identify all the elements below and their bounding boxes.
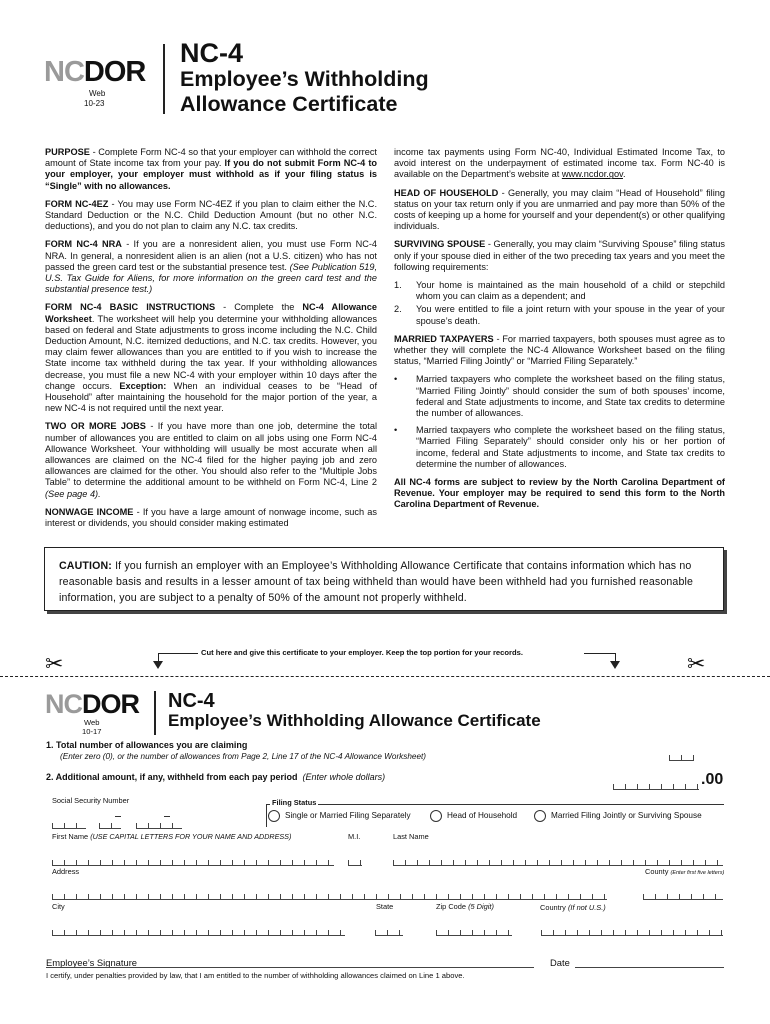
scissors-icon: ✂ [45,651,64,676]
review-text: All NC-4 forms are subject to review by the North Carolina Department of Revenue. Your employer may be required to send this form to the North Carolina Department of Revenue. [394,477,725,510]
mi-label: M.I. [348,832,361,841]
logo-nc: NC [45,689,82,719]
surviving-spouse-paragraph [394,239,725,273]
list-item: • Married taxpayers who complete the worksheet based on the filing status, “Married Filing Jointly” should consider the sum of both spouses’ income, federal and State adjustments to income, and State tax credits to determine the number of allowances. [394,374,725,419]
left-column [45,147,377,536]
first-name-input[interactable] [52,860,334,866]
basic-text3: When an individual ceases to be “Head of Household” after maintaining the household for the major portion of the year, a new NC-4 is not required until the next year. [45,380,377,414]
last-name-input[interactable] [393,860,723,866]
purpose-heading: PURPOSE [45,147,90,157]
list-item: 2. You were entitled to file a joint return with your spouse in the year of your spouse’s death. [394,304,725,326]
basic-bold: NC-4 Allowance Worksheet [45,302,377,324]
nc4ez-heading: FORM NC-4EZ [45,198,109,209]
ssn-input[interactable] [52,823,86,829]
estimated-tax-end: . [622,169,626,180]
header-divider [163,44,165,114]
cut-line [0,676,770,677]
basic-text1: - Complete the [215,302,303,313]
additional-amount-input[interactable] [613,784,699,790]
mi-input[interactable] [348,860,362,866]
ncdor-logo [45,689,139,720]
nra-paragraph [45,239,377,295]
filing-status-single[interactable]: Single or Married Filing Separately [268,810,411,822]
estimated-tax-text: income tax payments using Form NC-40, Individual Estimated Income Tax, to avoid interest on the underpayment of estimated income tax. Form NC-40 is available on the Department’s website at [394,147,725,180]
estimated-tax-paragraph [394,147,725,181]
two-jobs-paragraph [45,421,377,499]
list-item: • Married taxpayers who complete the worksheet based on the filing status, “Married Filing Separately” should consider only his or her portion of income, federal and State adjustments to income, and State tax credits to determine the number of allowances. [394,425,725,469]
line2-label [46,772,385,782]
basic-paragraph [45,302,377,414]
ss-heading: SURVIVING SPOUSE [394,239,486,250]
line1-label: 1. Total number of allowances you are claiming [46,740,248,750]
ssn-label: Social Security Number [52,796,130,805]
state-input[interactable] [375,930,403,936]
signature-label: Employee’s Signature [46,957,138,968]
hoh-heading: HEAD OF HOUSEHOLD [394,187,499,198]
web-label: Web [89,89,106,98]
website-link[interactable]: www.ncdor.gov [561,169,623,180]
right-column [394,147,725,518]
city-input[interactable] [52,930,345,936]
mt-text: - For married taxpayers, both spouses must agree as to whether they will complete the NC-4 Allowance Worksheet based on the filing status, “Married Filing Jointly” or “Married Filing Separately.” [394,333,725,367]
county-label: County (Enter first five letters) [645,867,725,876]
line2-sub: (Enter whole dollars) [302,772,386,782]
arrow-down-icon [153,661,163,669]
cents-label: .00 [701,771,724,788]
list-item: 1. Your home is maintained as the main household of a child or stepchild whom you can claim as a dependent; and [394,280,725,302]
certify-text: I certify, under penalties provided by law, that I am entitled to the number of withholding allowances claimed on Line 1 above. [46,971,465,980]
basic-text2: . The worksheet will help you determine your withholding allowances based on federal and State adjustments to gross income including the N.C. Child Deduction Amount, N.C. itemized deductions, and N.C. tax credits. However, you may claim fewer allowances than you are entitled to if you wish to increase the State income tax withheld during the tax year. If your withholding allowances decrease, you must file a new NC-4 with your employer within 10 days after the change occurs. [45,313,377,391]
married-taxpayers-paragraph [394,334,725,368]
caution-box [44,547,724,611]
mt-heading: MARRIED TAXPAYERS [394,333,494,344]
two-jobs-text: - If you have more than one job, determine the total number of allowances you are entitled to claim on all jobs using one Form NC-4 Allowance Worksheet. Your withholding will usually be most accurate when all allowances are claimed on the NC-4 filed for the higher paying job and zero allowances are claimed for the other. You should also refer to the “Multiple Jobs Table” to determine the additional amount to be withheld on Form NC-4, Line 2 [45,421,378,488]
allowances-input[interactable] [669,755,694,761]
review-paragraph [394,477,725,511]
ssn-input[interactable] [136,823,182,829]
hoh-text: - Generally, you may claim “Head of Household” filing status on your tax return only if you are unmarried and pay more than 50% of the costs of keeping up a home for yourself and your dependent(s) or other qualifying individuals. [394,187,725,232]
married-bullets [394,374,725,470]
ss-text: - Generally, you may claim “Surviving Spouse” filing status only if your spouse died in either of the two preceding tax years and you meet the following requirements: [394,239,725,272]
title-line2: Allowance Certificate [180,92,398,116]
nonwage-text: - If you have a large amount of nonwage income, such as interest or dividends, you should consider making estimated [45,506,378,529]
title-line1: Employee’s Withholding [180,67,429,91]
form-number: NC-4 [168,690,215,712]
purpose-text: - Complete Form NC-4 so that your employer can withhold the correct amount of State income tax from your pay. [45,147,377,169]
first-name-label: First Name (USE CAPITAL LETTERS FOR YOUR NAME AND ADDRESS) [52,832,292,841]
ssn-input[interactable] [99,823,121,829]
form-title: Employee’s Withholding Allowance Certificate [168,711,541,730]
line1-sub: (Enter zero (0), or the number of allowances from Page 2, Line 17 of the NC-4 Allowance Worksheet) [60,752,427,761]
nc4ez-text: - You may use Form NC-4EZ if you plan to claim either the N.C. Standard Deduction or the N.C. Child Deduction Amount (but no other N.C. deductions), and you do not plan to claim any N.C. tax credits. [45,198,377,232]
nra-italic: (See Publication 519, U.S. Tax Guide for Aliens, for more information on the green card test and the substantial presence test.) [45,261,378,295]
line2-label-text: 2. Additional amount, if any, withheld from each pay period [46,772,298,782]
ssn-dash [115,816,121,817]
signature-input[interactable] [46,955,534,968]
ssn-dash [164,816,170,817]
filing-status-hoh[interactable]: Head of Household [430,810,517,822]
basic-heading: FORM NC-4 BASIC INSTRUCTIONS [45,302,216,313]
nonwage-heading: NONWAGE INCOME [45,506,134,517]
two-jobs-italic: (See page 4). [45,488,101,499]
filing-status-mfj[interactable]: Married Filing Jointly or Surviving Spouse [534,810,702,822]
ncdor-logo [44,56,145,89]
county-input[interactable] [643,894,723,900]
form-header-divider [154,691,156,735]
nonwage-paragraph [45,507,377,529]
caution-text: If you furnish an employer with an Employee’s Withholding Allowance Certificate that contains information which has no reasonable basis and results in a lesser amount of tax being withheld than would have been withheld had you furnished reasonable information, you are subject to a penalty of 50% of the amount not properly withheld. [59,560,694,604]
city-label: City [52,902,65,911]
logo-dor: DOR [82,689,139,719]
version-label: 10-23 [84,99,105,108]
arrow-down-icon [610,661,620,669]
nc4ez-paragraph [45,199,377,233]
logo-dor: DOR [83,56,146,88]
cut-instruction-line-right [584,653,616,654]
date-input[interactable] [575,955,724,968]
purpose-paragraph [45,147,377,192]
address-input[interactable] [52,894,607,900]
radio-hoh[interactable] [430,810,442,822]
web-label: Web [84,718,100,727]
date-label: Date [550,957,570,968]
nra-heading: FORM NC-4 NRA [45,239,122,250]
hoh-paragraph [394,188,725,233]
logo-nc: NC [44,56,84,88]
form-number: NC-4 [180,38,244,68]
cut-instruction-line-left [158,653,198,654]
nra-text: - If you are a nonresident alien, you must use Form NC-4 NRA. In general, a nonresident alien is an alien (not a U.S. citizen) who has not passed the green card test or the substantial presence test. [45,239,378,272]
radio-mfj[interactable] [534,810,546,822]
zip-input[interactable] [436,930,512,936]
state-label: State [376,902,394,911]
country-input[interactable] [541,930,723,936]
two-jobs-heading: TWO OR MORE JOBS [45,421,146,432]
requirements-list [394,280,725,327]
scissors-icon: ✂ [687,651,706,676]
radio-single[interactable] [268,810,280,822]
basic-exception: Exception: [119,380,167,391]
last-name-label: Last Name [393,832,429,841]
country-label: Country (If not U.S.) [540,903,606,912]
version-label: 10-17 [82,727,102,736]
cut-instruction: Cut here and give this certificate to your employer. Keep the top portion for your records. [201,648,523,657]
filing-status-label: Filing Status [272,798,317,807]
zip-label: Zip Code (5 Digit) [436,902,494,911]
purpose-bold: If you do not submit Form NC-4 to your employer, your employer must withhold as if your filing status is “Single” with no allowances. [45,158,377,191]
caution-heading: CAUTION: [59,560,112,572]
address-label: Address [52,867,80,876]
